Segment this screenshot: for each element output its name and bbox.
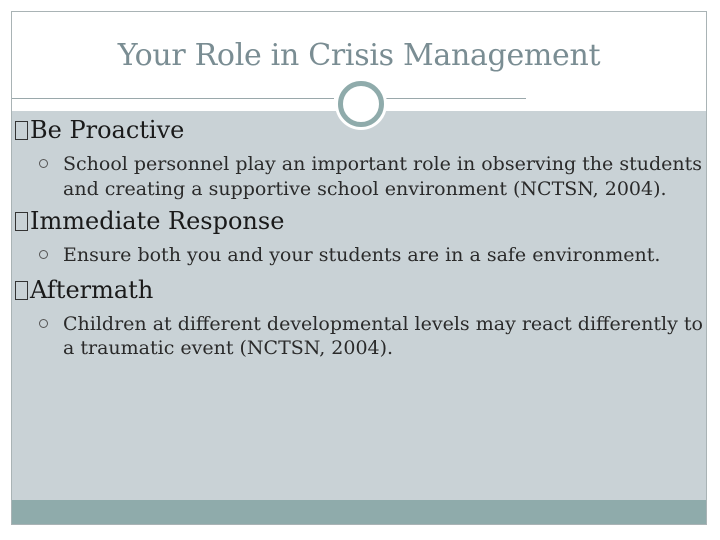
- circle-bullet-icon: [39, 250, 48, 259]
- slide-title: Your Role in Crisis Management: [117, 38, 601, 73]
- section-heading-aftermath: Aftermath: [15, 274, 705, 306]
- footer-bar: [12, 500, 706, 524]
- bullet-be-proactive: School personnel play an important role in observing the students and creating a supportive school environment (NCTSN, 2004).: [63, 152, 705, 201]
- divider-right: [384, 98, 526, 99]
- circle-bullet-icon: [39, 319, 48, 328]
- circle-bullet-icon: [39, 159, 48, 168]
- slide-body: [15, 114, 705, 361]
- divider-left: [12, 98, 334, 99]
- placeholder-box-icon: [15, 121, 28, 140]
- bullet-aftermath: Children at different developmental levels may react differently to a traumatic event (NCTSN, 2004).: [63, 312, 705, 361]
- placeholder-box-icon: [15, 281, 28, 300]
- section-heading-be-proactive: Be Proactive: [15, 114, 705, 146]
- bullet-immediate-response: Ensure both you and your students are in a safe environment.: [63, 243, 705, 268]
- placeholder-box-icon: [15, 212, 28, 231]
- section-heading-immediate-response: Immediate Response: [15, 205, 705, 237]
